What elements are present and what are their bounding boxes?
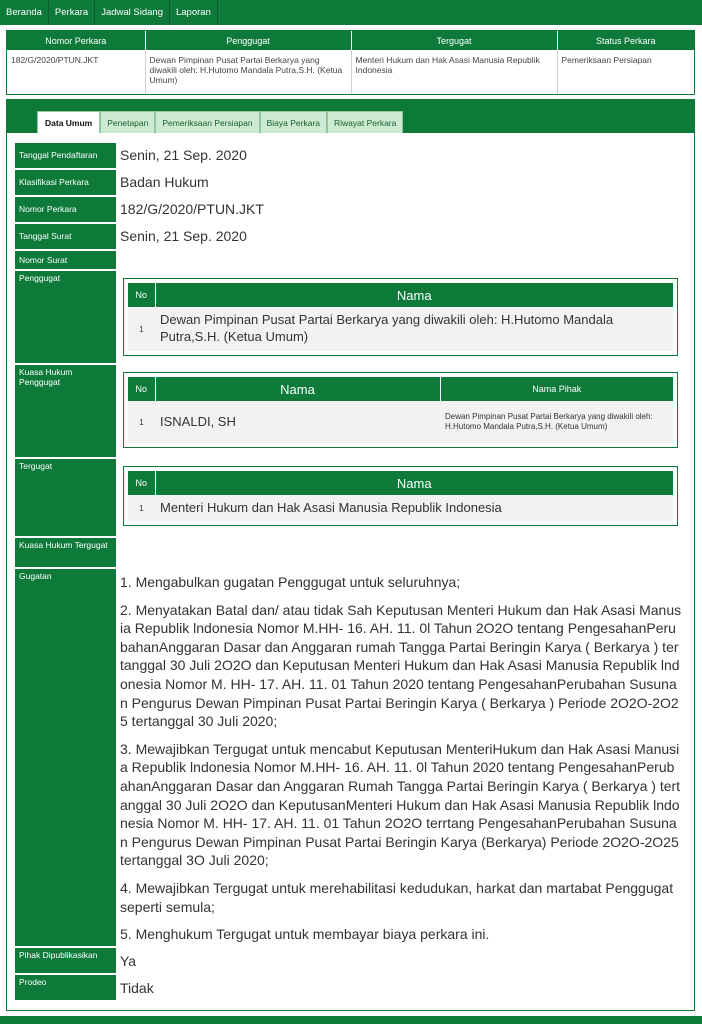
kuasa-penggugat-row-nama: ISNALDI, SH (155, 401, 440, 443)
tergugat-header-nama: Nama (155, 471, 673, 495)
table-row (128, 401, 673, 443)
summary-tergugat: Menteri Hukum dan Hak Asasi Manusia Republik Indonesia (351, 50, 557, 94)
case-summary (6, 30, 695, 95)
summary-penggugat: Dewan Pimpinan Pusat Partai Berkarya yang diwakili oleh: H.Hutomo Mandala Putra,S.H. (Ketua Umum) (145, 50, 351, 94)
summary-status: Pemeriksaan Persiapan (561, 55, 652, 65)
gugatan-item-1: 1. Mengabulkan gugatan Penggugat untuk seluruhnya; (120, 574, 461, 590)
tergugat-row-nama: Menteri Hukum dan Hak Asasi Manusia Republik Indonesia (155, 495, 673, 521)
kuasa-penggugat-header-nama: Nama (155, 377, 440, 401)
label-tergugat: Tergugat (15, 459, 116, 536)
gugatan-text (120, 573, 682, 953)
kuasa-penggugat-header-no: No (128, 377, 155, 401)
label-tanggal-surat: Tanggal Surat (15, 224, 116, 249)
summary-header-penggugat: Penggugat (145, 31, 351, 50)
value-pihak-dipublikasikan: Ya (120, 953, 137, 969)
gugatan-item-5: 5. Menghukum Tergugat untuk membayar biaya perkara ini. (120, 926, 490, 943)
label-prodeo: Prodeo (15, 975, 116, 1000)
gugatan-item-2: 2. Menyatakan Batal dan/ atau tidak Sah Keputusan Menteri Hukum dan Hak Asasi Manusia Republik lndonesia Nomor M.HH- 16. AH. 11. 0l Tahun 2O2O tentang PengesahanPerubahanAnggaran Dasar dan Anggaran rumah Tangga Partai Beringin Karya ( Berkarya ) tertanggal 30 Juli 2O2O dan Keputusan Menteri Hukum dan Hak Asasi Manusia Republik lndonesia Nomor M. HH- 17. AH. 11. 01 Tahun 2020 tentang PengesahanPerubahan Susunan Pengurus Dewan Pimpinan Pusat Partai Beringin Karya ( Berkarya ) Periode 2O2O-2O25 tertanggal 30 Juli 2020; (120, 601, 682, 730)
tergugat-row-no: 1 (128, 495, 155, 521)
nav-jadwal-sidang[interactable]: Jadwal Sidang (95, 0, 170, 25)
gugatan-item-4: 4. Mewajibkan Tergugat untuk merehabilitasi kedudukan, harkat dan martabat Penggugat seperti semula; (120, 879, 674, 915)
label-nomor-surat: Nomor Surat (15, 251, 116, 269)
summary-header-nomor: Nomor Perkara (7, 31, 145, 50)
value-klasifikasi: Badan Hukum (120, 174, 209, 190)
penggugat-row-nama: Dewan Pimpinan Pusat Partai Berkarya yang diwakili oleh: H.Hutomo Mandala Putra,S.H. (Ketua Umum) (155, 307, 673, 351)
penggugat-table (123, 278, 678, 356)
penggugat-header-no: No (128, 283, 155, 307)
gugatan-item-3: 3. Mewajibkan Tergugat untuk mencabut Keputusan MenteriHukum dan Hak Asasi Manusia Republik lndonesia Nomor M.HH- 16. AH. 11. 0l Tahun 2020 tentang PengesahanPerubahanAnggaran Dasar dan Anggaran Rumah Tangga Partai Beringin Karya ( Berkarya ) tertanggal 30 Juli 2O2O dan KeputusanMenteri Hukum dan Hak Asasi Manusia Republik lndonesia Nomor M. HH- 17. AH. 11. 01 Tahun 2O2O terrtang PengesahanPerubahan Susunan Pengurus Dewan Pimpinan Pusat Partai Beringin Karya (Berkarya) Periode 2O2O-2O25 tertanggal 3O Juli 2020; (120, 740, 681, 869)
label-gugatan: Gugatan (15, 569, 116, 946)
tergugat-header-no: No (128, 471, 155, 495)
penggugat-header-nama: Nama (155, 283, 673, 307)
top-nav (0, 0, 702, 25)
footer-bar (0, 1016, 702, 1024)
kuasa-penggugat-row-no: 1 (128, 401, 155, 443)
summary-nomor[interactable]: 182/G/2020/PTUN.JKT (7, 50, 145, 94)
tab-biaya-perkara[interactable]: Biaya Perkara (260, 111, 327, 133)
tergugat-table (123, 466, 678, 526)
tab-riwayat-perkara[interactable]: Riwayat Perkara (327, 111, 403, 133)
value-tanggal-pendaftaran: Senin, 21 Sep. 2020 (120, 147, 247, 163)
label-penggugat: Penggugat (15, 271, 116, 363)
value-prodeo: Tidak (120, 980, 154, 996)
label-kuasa-tergugat: Kuasa Hukum Tergugat (15, 538, 116, 567)
label-pihak-dipublikasikan: Pihak Dipublikasikan (15, 948, 116, 973)
tab-data-umum[interactable]: Data Umum (37, 111, 100, 133)
tab-bar (37, 111, 403, 133)
label-tanggal-pendaftaran: Tanggal Pendaftaran (15, 143, 116, 168)
tab-penetapan[interactable]: Penetapan (100, 111, 155, 133)
nav-beranda[interactable]: Beranda (0, 0, 49, 25)
tab-pemeriksaan-persiapan[interactable]: Pemeriksaan Persiapan (155, 111, 259, 133)
kuasa-penggugat-header-nama-pihak: Nama Pihak (440, 377, 673, 401)
table-row (128, 307, 673, 351)
label-klasifikasi: Klasifikasi Perkara (15, 170, 116, 195)
value-tanggal-surat: Senin, 21 Sep. 2020 (120, 228, 247, 244)
label-nomor-perkara: Nomor Perkara (15, 197, 116, 222)
table-row (128, 495, 673, 521)
detail-panel (6, 99, 695, 1011)
nav-perkara[interactable]: Perkara (49, 0, 95, 25)
penggugat-row-no: 1 (128, 307, 155, 351)
kuasa-penggugat-row-nama-pihak: Dewan Pimpinan Pusat Partai Berkarya yang diwakili oleh: H.Hutomo Mandala Putra,S.H. (Ketua Umum) (440, 401, 673, 443)
summary-header-status: Status Perkara (557, 31, 694, 50)
nav-laporan[interactable]: Laporan (170, 0, 218, 25)
value-nomor-perkara: 182/G/2020/PTUN.JKT (120, 201, 264, 217)
label-kuasa-penggugat: Kuasa Hukum Penggugat (15, 365, 116, 457)
kuasa-penggugat-table (123, 372, 678, 448)
table-row[interactable] (7, 50, 694, 94)
summary-header-tergugat: Tergugat (351, 31, 557, 50)
